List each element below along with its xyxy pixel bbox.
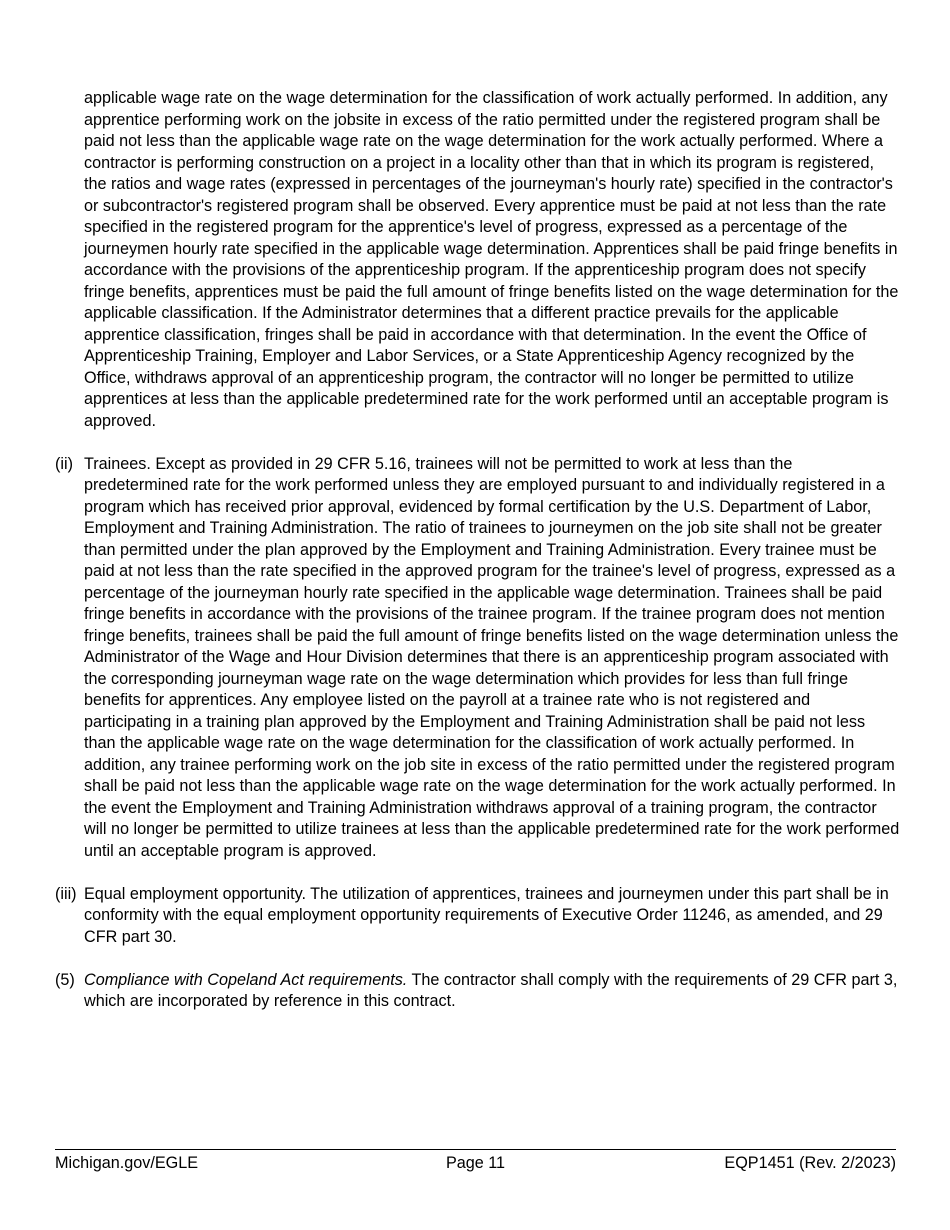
footer-page-number: Page 11 bbox=[445, 1154, 506, 1172]
paragraph-body: Trainees. Except as provided in 29 CFR 5.16, trainees will not be permitted to work at less than the predetermined rate for the work performed unless they are employed pursuant to and individually registered in a program which has received prior approval, evidenced by formal certification by the U.S. Department of Labor, Employment and Training Administration. The ratio of trainees to journeymen on the job site shall not be greater than permitted under the plan approved by the Employment and Training Administration. Every trainee must be paid at not less than the rate specified in the approved program for the trainee's level of progress, expressed as a percentage of the journeyman hourly rate specified in the applicable wage determination. Trainees shall be paid fringe benefits in accordance with the provisions of the trainee program. If the trainee program does not mention fringe benefits, trainees shall be paid the full amount of fringe benefits listed on the wage determination unless the Administrator of the Wage and Hour Division determines that there is an apprenticeship program associated with the corresponding journeyman wage rate on the wage determination which provides for less than full fringe benefits for apprentices. Any employee listed on the payroll at a trainee rate who is not registered and participating in a training plan approved by the Employment and Training Administration shall be paid not less than the applicable wage rate on the wage determination for the classification of work actually performed. In addition, any trainee performing work on the job site in excess of the ratio permitted under the registered program shall be paid not less than the applicable wage rate on the wage determination for the work actually performed. In the event the Employment and Training Administration withdraws approval of a training program, the contractor will no longer be permitted to utilize trainees at less than the applicable predetermined rate for the work performed until an acceptable program is approved. bbox=[84, 454, 900, 860]
list-marker: (5) bbox=[55, 970, 75, 989]
footer-website: Michigan.gov/EGLE bbox=[55, 1154, 199, 1172]
paragraph-text bbox=[84, 884, 900, 949]
paragraph-body: Equal employment opportunity. The utilization of apprentices, trainees and journeymen under this part shall be in conformity with the equal employment opportunity requirements of Executive Order 11246, as amended, and 29 CFR part 30. bbox=[84, 884, 889, 946]
paragraph-body: The contractor shall comply with the requirements of 29 CFR part 3, which are incorporated by reference in this contract. bbox=[84, 970, 898, 1010]
list-item-trainees bbox=[55, 454, 900, 863]
footer-divider bbox=[55, 1149, 896, 1150]
document-body bbox=[55, 88, 900, 1034]
paragraph-text bbox=[84, 970, 900, 1013]
list-marker: (iii) bbox=[55, 884, 77, 903]
list-marker: (ii) bbox=[55, 454, 73, 473]
list-item-copeland-act bbox=[55, 970, 900, 1013]
list-item-equal-employment bbox=[55, 884, 900, 949]
footer-form-id: EQP1451 (Rev. 2/2023) bbox=[724, 1154, 896, 1172]
paragraph-text: applicable wage rate on the wage determination for the classification of work actually performed. In addition, any apprentice performing work on the jobsite in excess of the ratio permitted under the registered program shall be paid not less than the applicable wage rate on the wage determination for the work actually performed. Where a contractor is performing construction on a project in a locality other than that in which its program is registered, the ratios and wage rates (expressed in percentages of the journeyman's hourly rate) specified in the contractor's or subcontractor's registered program shall be observed. Every apprentice must be paid at not less than the rate specified in the registered program for the apprentice's level of progress, expressed as a percentage of the journeymen hourly rate specified in the applicable wage determination. Apprentices shall be paid fringe benefits in accordance with the provisions of the apprenticeship program. If the apprenticeship program does not specify fringe benefits, apprentices must be paid the full amount of fringe benefits listed on the wage determination for the applicable classification. If the Administrator determines that a different practice prevails for the applicable apprentice classification, fringes shall be paid in accordance with that determination. In the event the Office of Apprenticeship Training, Employer and Labor Services, or a State Apprenticeship Agency recognized by the Office, withdraws approval of an apprenticeship program, the contractor will no longer be permitted to utilize apprentices at less than the applicable predetermined rate for the work performed until an acceptable program is approved. bbox=[84, 89, 899, 430]
italic-heading: Compliance with Copeland Act requirements. bbox=[84, 970, 408, 989]
page-footer bbox=[55, 1152, 896, 1174]
continuation-paragraph bbox=[55, 88, 900, 432]
paragraph-text bbox=[84, 454, 900, 863]
